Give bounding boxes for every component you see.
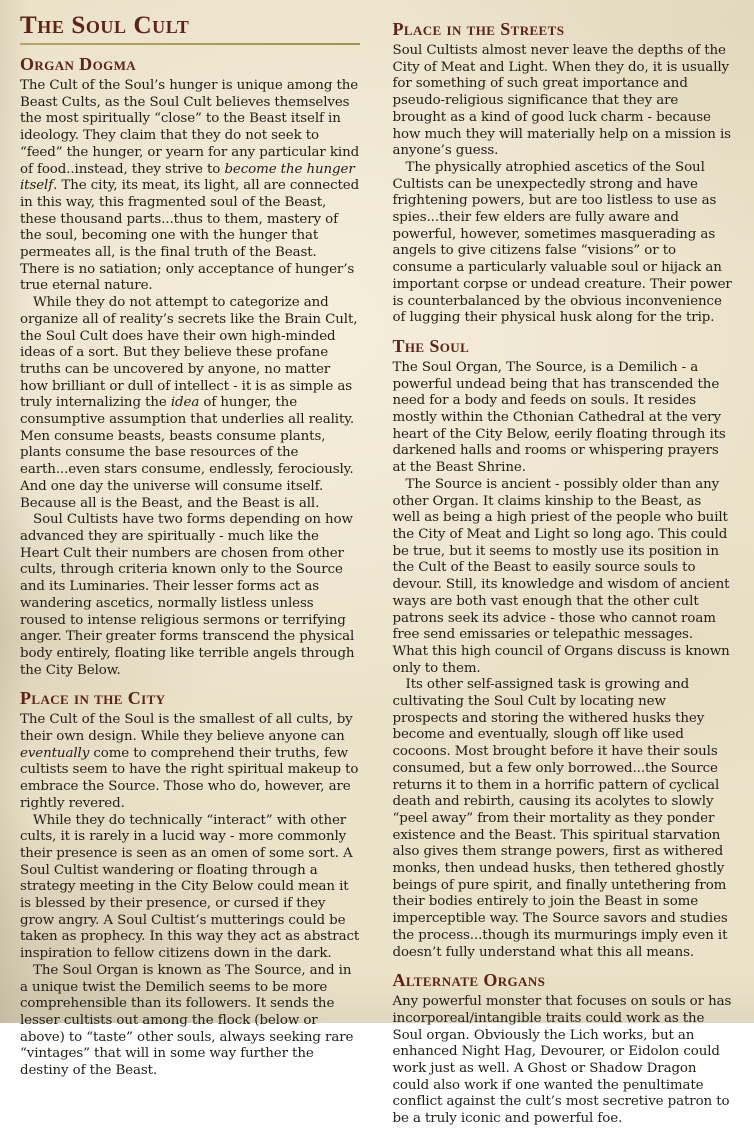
text-run: The physically atrophied ascetics of the Soul Cultists can be unexpectedly strong and have frightening powers, but are too listless to use as spies...their few elders are fully aware and powerful, however, sometimes masquerading as angels to give citizens false “visions” or to consume a particularly valuable soul or hijack an important corpse or undead creature. Their power is counterbalanced by the obvious inconvenience of lugging their physical husk along for the trip. bbox=[392, 159, 732, 326]
italic-text: idea bbox=[170, 395, 200, 411]
page-title: The Soul Cult bbox=[20, 12, 190, 39]
text-run: The Cult of the Soul is the smallest of all cults, by their own design. While they believe anyone can bbox=[20, 712, 353, 745]
paragraph bbox=[20, 813, 360, 963]
section-heading: Organ Dogma bbox=[20, 54, 137, 74]
paragraph bbox=[20, 78, 360, 295]
italic-text: become the hunger itself bbox=[20, 161, 355, 194]
title-rule bbox=[20, 43, 360, 45]
paragraph bbox=[393, 477, 733, 677]
paragraph bbox=[393, 43, 733, 160]
text-run: Soul Cultists have two forms depending on how advanced they are spiritually - much like the Heart Cult their numbers are chosen from other cults, through criteria known only to the Source and its Luminaries. Their lesser forms act as wandering ascetics, normally listless unless roused to intense religious sermons or terrifying anger. Their greater forms transcend the physical body entirely, floating like terrible angels through the City Below. bbox=[20, 512, 355, 678]
two-column-layout bbox=[20, 12, 732, 1128]
right-column bbox=[393, 12, 733, 1128]
paragraph bbox=[20, 295, 360, 512]
text-run: While they do technically “interact” with other cults, it is rarely in a lucid way - more commonly their presence is seen as an omen of some sort. A Soul Cultist wandering or floating through a strategy meeting in the City Below could mean it is blessed by their presence, or cursed if they grow angry. A Soul Cultist’s mutterings could be taken as prophecy. In this way they act as abstract inspiration to fellow citizens down in the dark. bbox=[20, 812, 360, 962]
paragraph bbox=[20, 512, 360, 679]
left-column bbox=[20, 12, 360, 1128]
text-run: of hunger, the consumptive assumption that underlies all reality. Men consume beasts, beasts consume plants, plants consume the base resources of the earth...even stars consume, endlessly, ferociously. And one day the universe will consume itself. Because all is the Beast, and the Beast is all. bbox=[20, 395, 355, 511]
section-heading: Alternate Organs bbox=[392, 970, 546, 991]
paragraph bbox=[393, 677, 733, 961]
paragraph bbox=[393, 360, 733, 477]
text-run: Any powerful monster that focuses on souls or has incorporeal/intangible traits could work as the Soul organ. Obviously the Lich works, but an enhanced Night Hag, Devourer, or Eidolon could work just as well. A Ghost or Shadow Dragon could also work if one wanted the penultimate conflict against the cult’s most secretive patron to be a truly iconic and powerful foe. bbox=[392, 994, 732, 1127]
text-run: The Soul Organ is known as The Source, and in a unique twist the Demilich seems to be more comprehensible than its followers. It sends the lesser cultists out among the flock (below or above) to “taste” other souls, always seeking rare “vintages” that will in some way further the destiny of the Beast. bbox=[20, 962, 354, 1079]
section-heading: The Soul bbox=[392, 335, 470, 356]
section-heading: Place in the Streets bbox=[392, 19, 565, 39]
text-run: While they do not attempt to categorize and organize all of reality’s secrets like the Brain Cult, the Soul Cult does have their own high-minded ideas of a sort. But they believe these profane truths can be uncovered by anyone, no matter how brilliant or dull of intellect - it is as simple as truly internalizing the bbox=[20, 295, 358, 411]
text-run: Its other self-assigned task is growing and cultivating the Soul Cult by locating new prospects and storing the withered husks they become and eventually, slough off like used cocoons. Most brought before it have their souls consumed, but a few only borrowed...the Source returns it to them in a horrific pattern of cyclical death and rebirth, causing its acolytes to slowly “peel away” from their mortality as they ponder existence and the Beast. This spiritual starvation also gives them strange powers, first as withered monks, then undead husks, then tethered ghostly beings of pure spirit, and finally untethering from their bodies entirely to join the Beast in some imperceptible way. The Source savors and studies the process...though its murmurings imply even it doesn’t fully understand what this all means. bbox=[392, 677, 728, 960]
text-run: The Soul Organ, The Source, is a Demilich - a powerful undead being that has transcended the need for a body and feeds on souls. It resides mostly within the Cthonian Cathedral at the very heart of the City Below, eerily floating through its darkened halls and rooms or whispering prayers at the Beast Shrine. bbox=[392, 359, 726, 476]
paragraph bbox=[393, 994, 733, 1128]
section-heading: Place in the City bbox=[20, 688, 166, 709]
text-run: The Cult of the Soul’s hunger is unique among the Beast Cults, as the Soul Cult believes themselves the most spiritually “close” to the Beast itself in ideology. They claim that they do not seek to “feed” the hunger, or yearn for any particular kind of food..instead, they strive to bbox=[20, 78, 360, 177]
paragraph bbox=[20, 963, 360, 1080]
italic-text: eventually bbox=[20, 745, 90, 761]
text-run: The Source is ancient - possibly older than any other Organ. It claims kinship to the Beast, as well as being a high priest of the people who built the City of Meat and Light so long ago. This could be true, but it seems to mostly use its position in the Cult of the Beast to easily source souls to devour. Still, its knowledge and wisdom of ancient ways are both vast enough that the other cult patrons seek its advice - those who cannot roam free send emissaries or telepathic messages. What this high council of Organs discuss is known only to them. bbox=[392, 476, 730, 676]
text-run: Soul Cultists almost never leave the depths of the City of Meat and Light. When they do, it is usually for something of such great importance and pseudo-religious significance that they are brought as a kind of good luck charm - because how much they will materially help on a mission is anyone’s guess. bbox=[392, 43, 731, 159]
paragraph bbox=[20, 712, 360, 812]
paragraph bbox=[393, 160, 733, 327]
text-run: come to comprehend their truths, few cultists seem to have the right spiritual makeup to embrace the Source. Those who do, however, are rightly revered. bbox=[20, 745, 359, 811]
text-run: . The city, its meat, its light, all are connected in this way, this fragmented soul of the Beast, these thousand parts...thus to them, mastery of the soul, becoming one with the hunger that permeates all, is the final truth of the Beast. There is no satiation; only acceptance of hunger’s true eternal nature. bbox=[20, 178, 360, 294]
